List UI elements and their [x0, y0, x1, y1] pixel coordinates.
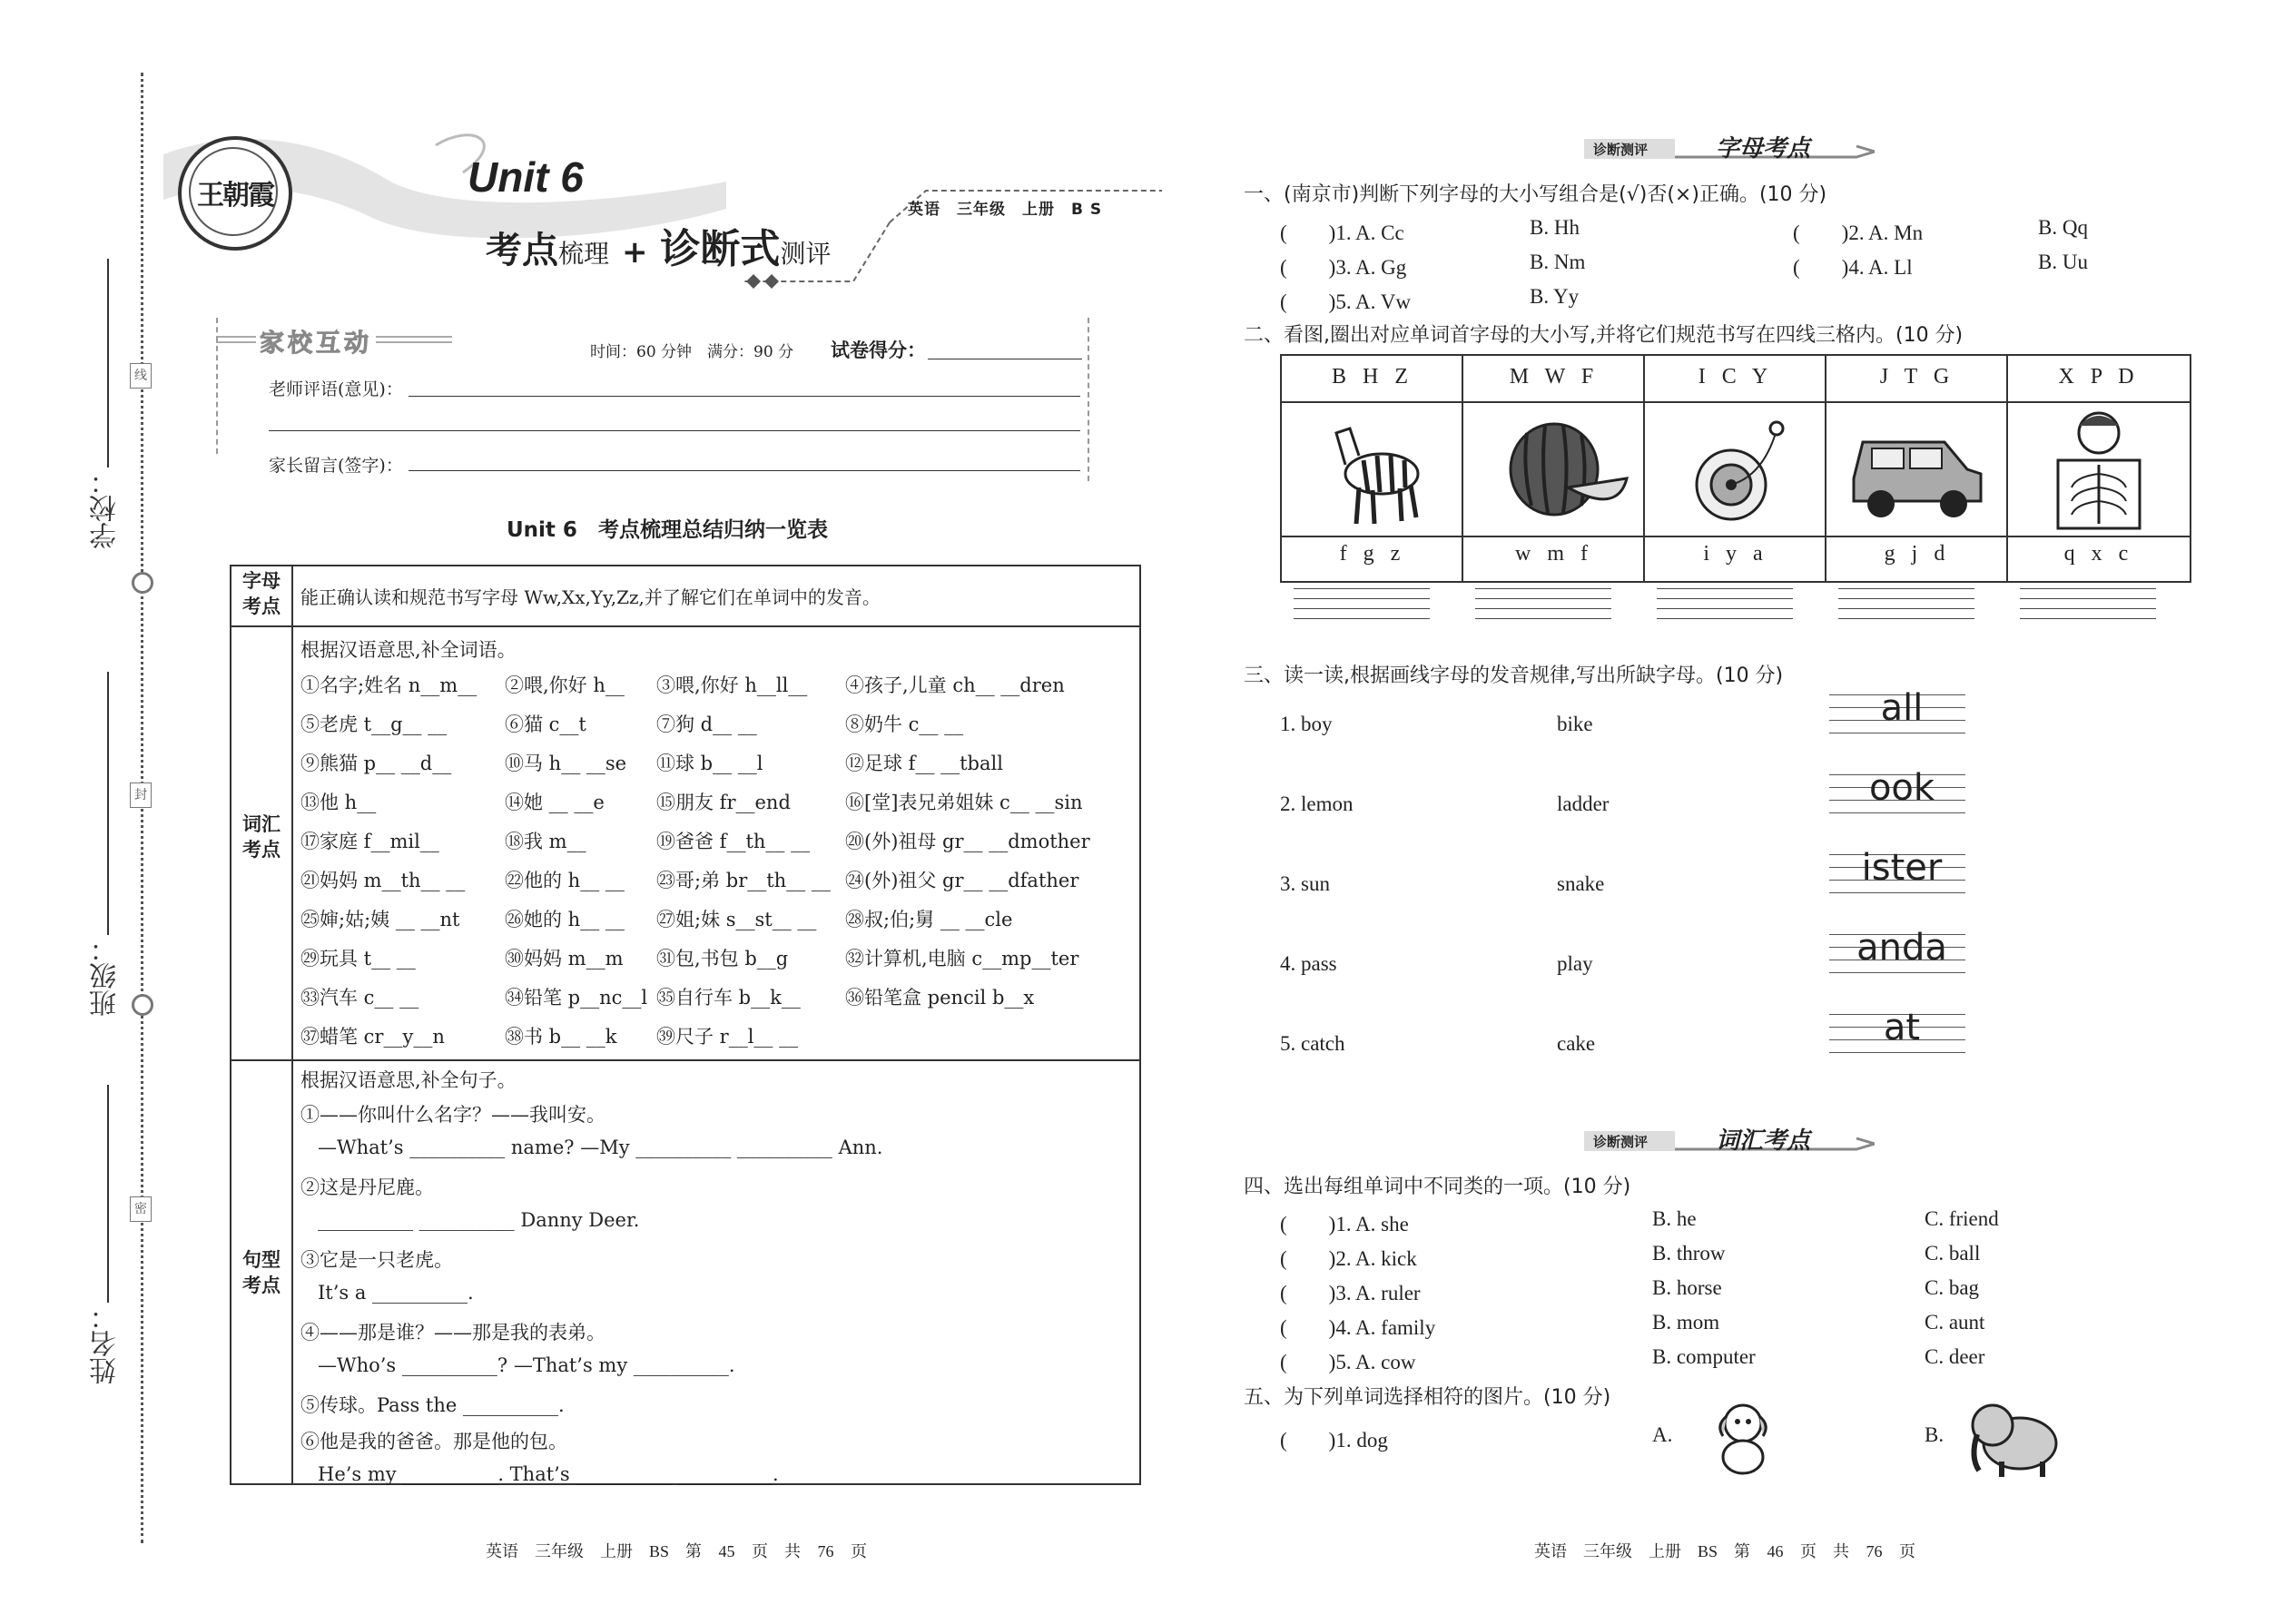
- vocab-item: ㊴尺子 r__l__ __: [656, 1026, 799, 1048]
- q3-answer: at: [1883, 1007, 1921, 1048]
- q2-title: 二、看图,圈出对应单词首字母的大小写,并将它们规范书写在四线三格内。(10 分): [1244, 324, 1964, 347]
- q1-option[interactable]: ( )5. A. Vw: [1280, 290, 1411, 313]
- seal-char: 密: [130, 1196, 152, 1222]
- q4-option[interactable]: B. horse: [1652, 1276, 1722, 1299]
- q2-upper-letters: B H Z: [1332, 365, 1413, 389]
- vocab-item: ④孩子,儿童 ch__ __dren: [845, 674, 1065, 696]
- summary-title: Unit 6 考点梳理总结归纳一览表: [507, 518, 828, 542]
- q3-answer: anda: [1856, 927, 1947, 969]
- q4-option[interactable]: C. bag: [1925, 1276, 1980, 1299]
- sentence-line: ②这是丹尼鹿。: [300, 1176, 434, 1198]
- home-school-title: 家校互动: [256, 323, 376, 359]
- q4-option: ( )2. A. kick: [1280, 1247, 1417, 1270]
- school-write-line[interactable]: [107, 259, 109, 468]
- q3-title: 三、读一读,根据画线字母的发音规律,写出所缺字母。(10 分): [1244, 664, 1784, 687]
- q2-lower-letters: i y a: [1703, 542, 1768, 566]
- x-ray-icon: [2035, 406, 2162, 537]
- summary-table: [230, 565, 1141, 1485]
- sentence-intro: 根据汉语意思,补全句子。: [300, 1069, 517, 1091]
- score-label: 试卷得分：: [831, 340, 926, 361]
- vocab-item: ㉒他的 h__ __: [505, 870, 625, 891]
- vocab-row-head: 词汇 考点: [242, 813, 281, 861]
- sentence-line: —Who’s __________? —That’s my __________.: [318, 1354, 735, 1376]
- q3-word: cake: [1557, 1032, 1596, 1055]
- letters-row-text: 能正确认读和规范书写字母 Ww,Xx,Yy,Zz,并了解它们在单词中的发音。: [300, 586, 881, 608]
- q4-option[interactable]: C. aunt: [1925, 1311, 1985, 1334]
- vocab-item: ㉓哥;弟 br__th__ __: [656, 870, 831, 891]
- footer-right: 英语 三年级 上册 BS 第 46 页 共 76 页: [1534, 1542, 1916, 1560]
- q2-picture-table: [1280, 354, 2191, 583]
- parent-comment-field[interactable]: [409, 470, 1080, 471]
- binding-dotted-line: [141, 73, 143, 1543]
- q4-option[interactable]: B. he: [1652, 1207, 1697, 1230]
- sentence-line: __________ __________ Danny Deer.: [318, 1209, 640, 1231]
- q2-lower-letters: g j d: [1884, 542, 1951, 566]
- teacher-comment-label: 老师评语(意见)：: [269, 379, 403, 399]
- four-line-grid[interactable]: [1657, 588, 1793, 628]
- sentence-line: ③它是一只老虎。: [300, 1249, 453, 1271]
- q4-option[interactable]: B. throw: [1652, 1242, 1726, 1265]
- class-write-line[interactable]: [107, 672, 109, 935]
- q4-option[interactable]: C. deer: [1925, 1345, 1985, 1368]
- q3-word: bike: [1557, 713, 1593, 735]
- q3-answer: ister: [1861, 847, 1943, 889]
- yo-yo-icon: [1690, 412, 1799, 530]
- vocab-item: ⑭她 __ __e: [505, 792, 605, 813]
- vocab-item: ㊱铅笔盒 pencil b__x: [845, 987, 1035, 1009]
- sentence-line: It’s a __________.: [318, 1282, 474, 1304]
- vocab-item: ③喂,你好 h__ll__: [656, 674, 808, 696]
- q3-word: play: [1557, 952, 1593, 975]
- q3-word: ladder: [1557, 792, 1610, 815]
- section-tag: 诊断测评 字母考点: [1584, 132, 1875, 162]
- puppy-icon: [1707, 1398, 1779, 1480]
- q4-option: ( )4. A. family: [1280, 1316, 1436, 1339]
- q5-option-b[interactable]: B.: [1925, 1423, 1944, 1446]
- q5-item: ( )1. dog: [1280, 1429, 1388, 1452]
- logo-text: 王朝霞: [197, 180, 273, 212]
- vocab-item: ⑧奶牛 c__ __: [845, 714, 964, 735]
- q5-option-a[interactable]: A.: [1652, 1423, 1673, 1446]
- unit-title: Unit 6: [468, 153, 584, 201]
- publisher-logo: [178, 136, 292, 251]
- sentence-line: ①——你叫什么名字？——我叫安。: [300, 1104, 605, 1126]
- q1-option[interactable]: ( )3. A. Gg: [1280, 256, 1407, 279]
- vocab-item: ㉗姐;妹 s__st__ __: [656, 909, 817, 930]
- vocab-item: ㉖她的 h__ __: [505, 909, 625, 930]
- sentence-line: He’s my __________. That’s __________ __________.: [318, 1463, 779, 1485]
- vocab-item: ㉘叔;伯;舅 __ __cle: [845, 909, 1013, 930]
- q1-option[interactable]: ( )2. A. Mn: [1793, 221, 1924, 244]
- vocab-item: ⑪球 b__ __l: [656, 753, 763, 774]
- q1-option[interactable]: B. Nm: [1530, 251, 1586, 273]
- q4-title: 四、选出每组单词中不同类的一项。(10 分): [1244, 1176, 1631, 1198]
- q4-option: ( )3. A. ruler: [1280, 1282, 1421, 1304]
- sentence-row-head: 句型 考点: [242, 1249, 281, 1296]
- q3-word: 3. sun: [1280, 872, 1330, 895]
- vocab-item: ⑥猫 c__t: [505, 714, 586, 735]
- grade-tag: 英语 三年级 上册 B S: [908, 201, 1103, 219]
- q3-word: 5. catch: [1280, 1032, 1345, 1055]
- vocab-item: ⑮朋友 fr__end: [656, 792, 791, 813]
- school-label: 学校：: [90, 468, 122, 549]
- section-tag: 诊断测评 词汇考点: [1584, 1124, 1875, 1155]
- q1-option[interactable]: B. Uu: [2038, 251, 2088, 273]
- q4-option[interactable]: B. mom: [1652, 1311, 1720, 1334]
- vocab-item: ⑤老虎 t__g__ __: [300, 714, 448, 735]
- q1-option[interactable]: B. Hh: [1530, 216, 1580, 239]
- vocab-item: ㊲蜡笔 cr__y__n: [300, 1026, 445, 1048]
- q2-lower-letters: w m f: [1515, 542, 1593, 566]
- q1-title: 一、(南京市)判断下列字母的大小写组合是(√)否(×)正确。(10 分): [1244, 183, 1827, 206]
- letters-row-head: 字母 考点: [242, 570, 281, 617]
- q4-option: ( )5. A. cow: [1280, 1351, 1416, 1373]
- four-line-grid[interactable]: [2020, 588, 2156, 628]
- zebra-icon: [1318, 410, 1427, 528]
- vocab-item: ㉞铅笔 p__nc__l: [505, 987, 648, 1009]
- q4-option[interactable]: B. computer: [1652, 1345, 1756, 1368]
- vocab-item: ⑲爸爸 f__th__ __: [656, 831, 811, 852]
- q3-word: 1. boy: [1280, 713, 1333, 735]
- vocab-item: ⑦狗 d__ __: [656, 714, 757, 735]
- page-title: 考点梳理 + 诊断式测评: [486, 226, 832, 272]
- vocab-item: ㉜计算机,电脑 c__mp__ter: [845, 948, 1079, 969]
- vocab-item: ②喂,你好 h__: [505, 674, 625, 696]
- q2-upper-letters: I C Y: [1698, 365, 1774, 389]
- vocab-item: ⑳(外)祖母 gr__ __dmother: [845, 831, 1090, 852]
- elephant-icon: [1961, 1393, 2065, 1480]
- q1-option[interactable]: B. Yy: [1530, 285, 1580, 308]
- vocab-item: ⑯[堂]表兄弟姐妹 c__ __sin: [845, 792, 1083, 813]
- sentence-line: ④——那是谁？——那是我的表弟。: [300, 1322, 605, 1343]
- teacher-comment-field[interactable]: [269, 430, 1080, 431]
- vocab-intro: 根据汉语意思,补全词语。: [300, 639, 517, 661]
- seal-char: 封: [130, 782, 152, 808]
- q1-option[interactable]: ( )4. A. Ll: [1793, 256, 1913, 279]
- q3-word: snake: [1557, 872, 1605, 895]
- binding-hole: [132, 994, 153, 1016]
- four-line-grid[interactable]: [1475, 588, 1611, 628]
- q4-option[interactable]: C. ball: [1925, 1242, 1981, 1265]
- q5-title: 五、为下列单词选择相符的图片。(10 分): [1244, 1386, 1611, 1409]
- q2-lower-letters: q x c: [2063, 542, 2134, 566]
- vocab-item: ⑩马 h__ __se: [505, 753, 627, 774]
- vocab-item: ㉙玩具 t__ __: [300, 948, 416, 969]
- name-label: 姓名：: [90, 1303, 122, 1384]
- vocab-item: ①名字;姓名 n__m__: [300, 674, 478, 696]
- sentence-line: —What’s __________ name? —My __________ __________ Ann.: [318, 1137, 883, 1158]
- four-line-grid[interactable]: [1294, 588, 1430, 628]
- q2-lower-letters: f g z: [1339, 542, 1406, 566]
- q4-option: ( )1. A. she: [1280, 1213, 1409, 1235]
- vocab-item: ㉝汽车 c__ __: [300, 987, 419, 1009]
- q1-option[interactable]: B. Qq: [2038, 216, 2088, 239]
- vocab-item: ⑰家庭 f__mil__: [300, 831, 439, 852]
- exam-time: 时间：60 分钟 满分：90 分: [590, 343, 794, 361]
- name-write-line[interactable]: [107, 1085, 109, 1303]
- vocab-item: ㉚妈妈 m__m: [505, 948, 624, 969]
- four-line-grid[interactable]: [1838, 588, 1974, 628]
- seal-char: 线: [130, 363, 152, 389]
- jeep-icon: [1845, 424, 1990, 524]
- vocab-item: ㉟自行车 b__k__: [656, 987, 801, 1009]
- teacher-comment-field[interactable]: [409, 396, 1080, 397]
- vocab-item: ⑱我 m__: [505, 831, 586, 852]
- footer-left: 英语 三年级 上册 BS 第 45 页 共 76 页: [486, 1542, 868, 1560]
- parent-comment-label: 家长留言(签字)：: [269, 456, 403, 476]
- q3-answer: ook: [1868, 767, 1935, 809]
- vocab-item: ㉕婶;姑;姨 __ __nt: [300, 909, 460, 930]
- vocab-item: ⑬他 h__: [300, 792, 377, 813]
- q2-upper-letters: J T G: [1879, 365, 1955, 389]
- q4-option[interactable]: C. friend: [1925, 1207, 1999, 1230]
- q3-word: 2. lemon: [1280, 792, 1354, 815]
- q2-upper-letters: M W F: [1509, 365, 1600, 389]
- class-label: 班级：: [90, 935, 122, 1017]
- q3-answer: all: [1880, 687, 1924, 729]
- vocab-item: ㉔(外)祖父 gr__ __dfather: [845, 870, 1079, 891]
- vocab-item: ㉑妈妈 m__th__ __: [300, 870, 466, 891]
- sentence-line: ⑤传球。Pass the __________.: [300, 1394, 565, 1416]
- sentence-line: ⑥他是我的爸爸。那是他的包。: [300, 1431, 567, 1452]
- vocab-item: ⑫足球 f__ __tball: [845, 753, 1003, 774]
- vocab-item: ㉛包,书包 b__g: [656, 948, 789, 969]
- vocab-item: ㊳书 b__ __k: [505, 1026, 617, 1048]
- vocab-item: ⑨熊猫 p__ __d__: [300, 753, 452, 774]
- binding-hole: [132, 572, 153, 594]
- watermelon-icon: [1504, 415, 1631, 524]
- q1-option[interactable]: ( )1. A. Cc: [1280, 221, 1404, 244]
- q3-word: 4. pass: [1280, 952, 1337, 975]
- q2-upper-letters: X P D: [2058, 365, 2140, 389]
